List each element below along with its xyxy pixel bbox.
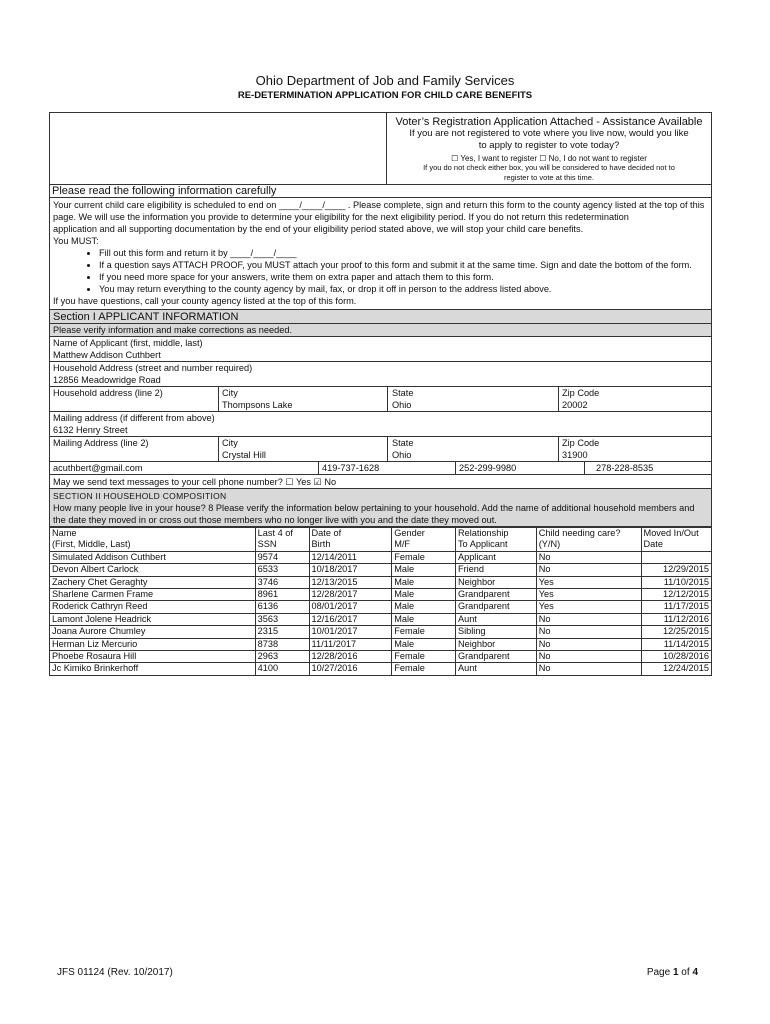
page-number: 1 bbox=[672, 967, 679, 978]
state-value[interactable]: Ohio bbox=[392, 400, 412, 410]
member-child-care[interactable]: No bbox=[536, 638, 641, 650]
mailing-address-value[interactable]: 6132 Henry Street bbox=[53, 425, 128, 435]
member-relationship[interactable]: Sibling bbox=[455, 626, 536, 638]
divider bbox=[218, 387, 219, 411]
member-relationship[interactable]: Neighbor bbox=[455, 638, 536, 650]
household-member-row bbox=[50, 576, 711, 588]
household-member-row bbox=[50, 564, 711, 576]
mailing-city-value[interactable]: Crystal Hill bbox=[222, 450, 266, 460]
name-header bbox=[50, 528, 255, 552]
member-moved-date[interactable]: 11/14/2015 bbox=[641, 638, 711, 650]
form-title: RE-DETERMINATION APPLICATION FOR CHILD CARE BENEFITS bbox=[237, 90, 533, 101]
ssn-header bbox=[255, 528, 309, 552]
member-dob[interactable]: 12/13/2015 bbox=[309, 576, 392, 588]
member-ssn[interactable]: 3563 bbox=[255, 613, 309, 625]
mailing-address-field[interactable] bbox=[50, 412, 711, 437]
state-label: State bbox=[392, 388, 414, 398]
section-2-header bbox=[50, 489, 711, 527]
member-child-care[interactable]: No bbox=[536, 551, 641, 563]
member-name[interactable]: Jc Kimiko Brinkerhoff bbox=[50, 663, 255, 675]
household-member-row bbox=[50, 601, 711, 613]
member-moved-date[interactable]: 12/24/2015 bbox=[641, 663, 711, 675]
household-address-line2-row bbox=[50, 387, 711, 412]
phone-1-value[interactable]: 419-737-1628 bbox=[322, 463, 380, 473]
relationship-header-line: Relationship bbox=[457, 528, 509, 538]
member-gender[interactable]: Female bbox=[392, 663, 456, 675]
household-member-row bbox=[50, 638, 711, 650]
member-moved-date[interactable]: 11/17/2015 bbox=[641, 601, 711, 613]
member-relationship[interactable]: Aunt bbox=[455, 663, 536, 675]
member-ssn[interactable]: 4100 bbox=[255, 663, 309, 675]
section-2-title: SECTION II HOUSEHOLD COMPOSITION bbox=[53, 491, 227, 501]
member-relationship[interactable]: Neighbor bbox=[455, 576, 536, 588]
form-number: JFS 01124 (Rev. 10/2017) bbox=[57, 967, 173, 978]
child-care-header-line: Child needing care? bbox=[538, 528, 621, 538]
voter-title: Voter’s Registration Application Attached - Assistance Available bbox=[395, 116, 703, 128]
mailing-city-field[interactable] bbox=[222, 437, 266, 461]
must-item: • If you need more space for your answers, write them on extra paper and attach them to this form. bbox=[99, 271, 708, 283]
member-gender[interactable]: Female bbox=[392, 551, 456, 563]
household-member-row bbox=[50, 551, 711, 563]
member-moved-date[interactable]: 11/12/2016 bbox=[641, 613, 711, 625]
member-relationship[interactable]: Grandparent bbox=[455, 601, 536, 613]
divider bbox=[387, 387, 388, 411]
moved-date-header-line: Date bbox=[643, 539, 663, 550]
city-label: City bbox=[222, 388, 238, 398]
member-name[interactable]: Simulated Addison Cuthbert bbox=[50, 551, 255, 563]
member-dob[interactable]: 11/11/2017 bbox=[309, 638, 392, 650]
mailing-zip-value[interactable]: 31900 bbox=[562, 450, 588, 460]
phone-3-value[interactable]: 278-228-8535 bbox=[596, 463, 654, 473]
must-item: • Fill out this form and return it by ____/____/____ bbox=[99, 247, 708, 259]
must-list bbox=[53, 247, 708, 295]
member-child-care[interactable]: No bbox=[536, 663, 641, 675]
instructions bbox=[50, 198, 711, 310]
member-moved-date[interactable]: 12/25/2015 bbox=[641, 626, 711, 638]
dob-header bbox=[309, 528, 392, 552]
relationship-header-line: To Applicant bbox=[457, 539, 508, 550]
member-relationship[interactable]: Friend bbox=[455, 564, 536, 576]
member-ssn[interactable]: 6136 bbox=[255, 601, 309, 613]
state-field[interactable] bbox=[392, 387, 413, 411]
household-question: How many people live in your house? 8 Please verify the information below pertaining to your household. Add the name of additional household members and the date they moved in or cross out those members who no longer live with you and the date they moved out. bbox=[53, 503, 695, 525]
member-child-care[interactable]: No bbox=[536, 651, 641, 663]
member-child-care[interactable]: No bbox=[536, 564, 641, 576]
gender-header-line: Gender bbox=[394, 528, 425, 538]
applicant-name-field[interactable] bbox=[50, 337, 711, 362]
member-child-care[interactable]: Yes bbox=[536, 601, 641, 613]
member-moved-date[interactable]: 12/12/2015 bbox=[641, 589, 711, 601]
zip-field[interactable] bbox=[562, 387, 599, 411]
household-header-row bbox=[50, 528, 711, 552]
moved-date-header bbox=[641, 528, 711, 552]
member-moved-date[interactable] bbox=[641, 551, 711, 563]
page-of: of bbox=[678, 967, 693, 978]
household-address-field[interactable] bbox=[50, 362, 711, 387]
must-label: You MUST: bbox=[53, 236, 99, 246]
dob-header-line: Birth bbox=[311, 539, 331, 550]
member-relationship[interactable]: Grandparent bbox=[455, 589, 536, 601]
member-dob[interactable]: 12/16/2017 bbox=[309, 613, 392, 625]
page-indicator bbox=[647, 967, 698, 978]
mailing-state-field[interactable] bbox=[392, 437, 413, 461]
member-dob[interactable]: 12/28/2016 bbox=[309, 651, 392, 663]
questions-note: If you have questions, call your county agency listed at the top of this form. bbox=[53, 296, 357, 306]
member-dob[interactable]: 10/18/2017 bbox=[309, 564, 392, 576]
member-ssn[interactable]: 9574 bbox=[255, 551, 309, 563]
gender-header-line: M/F bbox=[394, 539, 411, 550]
must-item: • You may return everything to the county agency by mail, fax, or drop it off in person to the address listed above. bbox=[99, 283, 708, 295]
household-member-row bbox=[50, 626, 711, 638]
voter-options[interactable]: ☐ Yes, I want to register ☐ No, I do not want to register bbox=[451, 154, 647, 163]
ssn-header-line: SSN bbox=[257, 539, 277, 550]
member-relationship[interactable]: Applicant bbox=[455, 551, 536, 563]
member-name[interactable]: Zachery Chet Geraghty bbox=[50, 576, 255, 588]
member-dob[interactable]: 12/14/2011 bbox=[309, 551, 392, 563]
intro-paragraph-1: Your current child care eligibility is scheduled to end on ____/____/____ . Please complete, sign and return this form to the county agency listed at the top of this page. We will use the information you provide to determine your eligibility for the next eligibility period. If you do not return this redetermination bbox=[53, 200, 705, 222]
household-address-line2-label[interactable]: Household address (line 2) bbox=[53, 388, 163, 398]
member-gender[interactable]: Male bbox=[392, 601, 456, 613]
section-1-title: Section I APPLICANT INFORMATION bbox=[50, 310, 711, 324]
member-child-care[interactable]: No bbox=[536, 626, 641, 638]
member-gender[interactable]: Male bbox=[392, 638, 456, 650]
city-value[interactable]: Thompsons Lake bbox=[222, 400, 293, 410]
phone-2-value[interactable]: 252-299-9980 bbox=[459, 463, 517, 473]
member-gender[interactable]: Male bbox=[392, 613, 456, 625]
household-table bbox=[50, 527, 711, 675]
child-care-header-line: (Y/N) bbox=[538, 539, 561, 550]
applicant-name-label: Name of Applicant (first, middle, last) bbox=[53, 338, 203, 348]
member-name[interactable]: Joana Aurore Chumley bbox=[50, 626, 255, 638]
household-member-row bbox=[50, 589, 711, 601]
member-gender[interactable]: Male bbox=[392, 564, 456, 576]
name-header-line: Name bbox=[52, 528, 77, 538]
intro-paragraph-2: application and all supporting documentation by the end of your eligibility period stated above, we will stop your child care benefits. bbox=[53, 224, 584, 234]
member-child-care[interactable]: No bbox=[536, 613, 641, 625]
member-relationship[interactable]: Grandparent bbox=[455, 651, 536, 663]
contact-row bbox=[50, 462, 711, 475]
member-child-care[interactable]: Yes bbox=[536, 589, 641, 601]
member-ssn[interactable]: 8738 bbox=[255, 638, 309, 650]
divider bbox=[218, 437, 219, 461]
mailing-zip-label: Zip Code bbox=[562, 438, 600, 448]
member-ssn[interactable]: 2963 bbox=[255, 651, 309, 663]
mailing-city-label: City bbox=[222, 438, 238, 448]
member-dob[interactable]: 12/28/2017 bbox=[309, 589, 392, 601]
moved-date-header-line: Moved In/Out bbox=[643, 528, 699, 538]
member-gender[interactable]: Male bbox=[392, 576, 456, 588]
mailing-address-line2-row bbox=[50, 437, 711, 462]
member-gender[interactable]: Male bbox=[392, 589, 456, 601]
mailing-state-value[interactable]: Ohio bbox=[392, 450, 412, 460]
member-ssn[interactable]: 8961 bbox=[255, 589, 309, 601]
relationship-header bbox=[455, 528, 536, 552]
gender-header bbox=[392, 528, 456, 552]
ssn-header-line: Last 4 of bbox=[257, 528, 293, 538]
household-member-row bbox=[50, 613, 711, 625]
agency-title: Ohio Department of Job and Family Services bbox=[255, 73, 515, 88]
voter-registration-box bbox=[50, 113, 711, 185]
divider bbox=[455, 462, 456, 474]
divider bbox=[558, 437, 559, 461]
member-name[interactable]: Herman Liz Mercurio bbox=[50, 638, 255, 650]
application-form bbox=[49, 112, 712, 676]
member-name[interactable]: Roderick Cathryn Reed bbox=[50, 601, 255, 613]
mailing-address-line2-label[interactable]: Mailing Address (line 2) bbox=[53, 438, 149, 448]
member-child-care[interactable]: Yes bbox=[536, 576, 641, 588]
zip-label: Zip Code bbox=[562, 388, 600, 398]
divider bbox=[558, 387, 559, 411]
page-prefix: Page bbox=[646, 967, 673, 978]
city-field[interactable] bbox=[222, 387, 292, 411]
voter-note: If you do not check either box, you will be considered to have decided not to register to vote at this time. bbox=[423, 163, 675, 182]
section-1-verify-note: Please verify information and make corrections as needed. bbox=[50, 324, 711, 337]
member-name[interactable]: Phoebe Rosaura Hill bbox=[50, 651, 255, 663]
mailing-state-label: State bbox=[392, 438, 414, 448]
household-address-value[interactable]: 12856 Meadowridge Road bbox=[53, 375, 161, 385]
member-dob[interactable]: 08/01/2017 bbox=[309, 601, 392, 613]
household-address-label: Household Address (street and number required) bbox=[53, 363, 253, 373]
applicant-name-value[interactable]: Matthew Addison Cuthbert bbox=[53, 350, 161, 360]
member-moved-date[interactable]: 10/28/2016 bbox=[641, 651, 711, 663]
household-table-wrap bbox=[50, 527, 711, 675]
member-gender[interactable]: Female bbox=[392, 651, 456, 663]
member-dob[interactable]: 10/01/2017 bbox=[309, 626, 392, 638]
member-name[interactable]: Sharlene Carmen Frame bbox=[50, 589, 255, 601]
divider bbox=[387, 437, 388, 461]
household-member-row bbox=[50, 651, 711, 663]
member-ssn[interactable]: 3746 bbox=[255, 576, 309, 588]
name-header-line: (First, Middle, Last) bbox=[52, 539, 131, 550]
voter-info bbox=[387, 113, 711, 183]
must-item: • If a question says ATTACH PROOF, you MUST attach your proof to this form and submit it at the same time. Sign and date the bottom of the form. bbox=[99, 259, 708, 271]
text-message-question[interactable]: May we send text messages to your cell phone number? ☐ Yes ☑ No bbox=[50, 475, 711, 489]
member-name[interactable]: Lamont Jolene Headrick bbox=[50, 613, 255, 625]
member-dob[interactable]: 10/27/2016 bbox=[309, 663, 392, 675]
divider bbox=[318, 462, 319, 474]
member-moved-date[interactable]: 11/10/2015 bbox=[641, 576, 711, 588]
voter-question: If you are not registered to vote where you live now, would you like to apply to register to vote today? bbox=[409, 128, 689, 151]
member-ssn[interactable]: 6533 bbox=[255, 564, 309, 576]
dob-header-line: Date of bbox=[311, 528, 342, 538]
member-ssn[interactable]: 2315 bbox=[255, 626, 309, 638]
member-gender[interactable]: Female bbox=[392, 626, 456, 638]
page-total: 4 bbox=[692, 967, 698, 978]
email-value[interactable]: acuthbert@gmail.com bbox=[53, 463, 143, 473]
child-care-header bbox=[536, 528, 641, 552]
zip-value[interactable]: 20002 bbox=[562, 400, 588, 410]
household-member-row bbox=[50, 663, 711, 675]
mailing-zip-field[interactable] bbox=[562, 437, 599, 461]
mailing-address-label: Mailing address (if different from above) bbox=[53, 413, 215, 423]
member-name[interactable]: Devon Albert Carlock bbox=[50, 564, 255, 576]
divider bbox=[584, 462, 585, 474]
member-moved-date[interactable]: 12/29/2015 bbox=[641, 564, 711, 576]
member-relationship[interactable]: Aunt bbox=[455, 613, 536, 625]
read-carefully-heading: Please read the following information carefully bbox=[50, 185, 711, 198]
county-agency-box bbox=[50, 113, 387, 184]
